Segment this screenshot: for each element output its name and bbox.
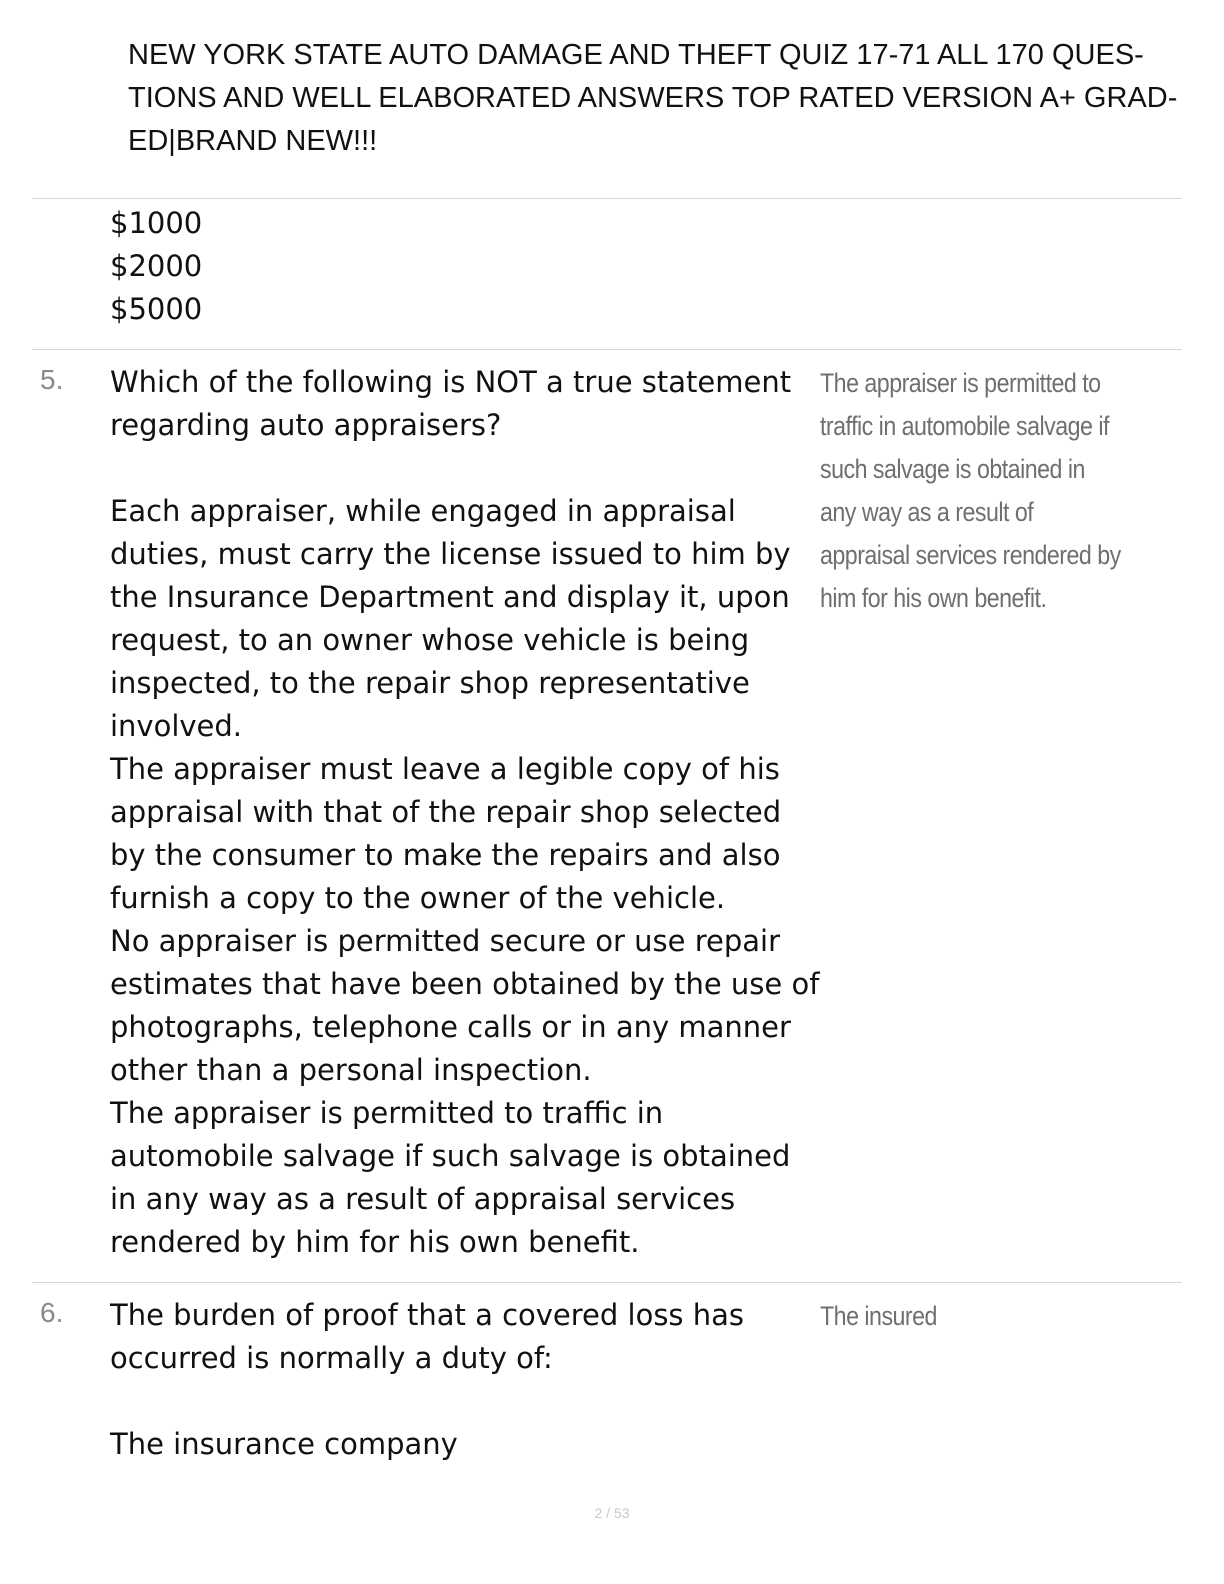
option-text: The insurance company bbox=[110, 1427, 458, 1461]
option-text: $2000 bbox=[110, 249, 203, 283]
question-number: 6. bbox=[40, 1297, 64, 1328]
question-block bbox=[110, 361, 820, 1264]
document-title bbox=[128, 34, 1198, 163]
option-text: The appraiser is permitted to traffic in automobile salvage if such salvage is obtained in any way as a result of appraisal services rendered by him for his own benefit. bbox=[110, 1096, 791, 1259]
divider bbox=[32, 198, 1182, 199]
answer-text: The insured bbox=[820, 1301, 937, 1331]
previous-options bbox=[110, 202, 202, 331]
title-line: ED|BRAND NEW!!! bbox=[128, 125, 378, 157]
option-text: Each appraiser, while engaged in appraisal duties, must carry the license issued to him by the Insurance Department and display it, upon request, to an owner whose vehicle is being inspected, to the repair shop representative involved. bbox=[110, 494, 791, 743]
divider bbox=[32, 1282, 1182, 1283]
title-line: TIONS AND WELL ELABORATED ANSWERS TOP RATED VERSION A+ GRAD- bbox=[128, 82, 1178, 114]
option-text: No appraiser is permitted secure or use repair estimates that have been obtained by the use of photographs, telephone calls or in any manner other than a personal inspection. bbox=[110, 924, 820, 1087]
option-text: The appraiser must leave a legible copy of his appraisal with that of the repair shop selected by the consumer to make the repairs and also furnish a copy to the owner of the vehicle. bbox=[110, 752, 782, 915]
question-number: 5. bbox=[40, 364, 64, 395]
question-text: Which of the following is NOT a true statement regarding auto appraisers? bbox=[110, 365, 792, 442]
title-line: NEW YORK STATE AUTO DAMAGE AND THEFT QUIZ 17-71 ALL 170 QUES- bbox=[128, 39, 1144, 71]
question-block bbox=[110, 1294, 820, 1466]
question-text: The burden of proof that a covered loss has occurred is normally a duty of: bbox=[110, 1298, 745, 1375]
answer-text: The appraiser is permitted to traffic in automobile salvage if such salvage is obtained in any way as a result of appraisal services rendered by him for his own benefit. bbox=[820, 368, 1121, 613]
option-text: $5000 bbox=[110, 292, 203, 326]
page-number: 2 / 53 bbox=[594, 1505, 630, 1521]
option-text: $1000 bbox=[110, 206, 203, 240]
divider bbox=[32, 349, 1182, 350]
